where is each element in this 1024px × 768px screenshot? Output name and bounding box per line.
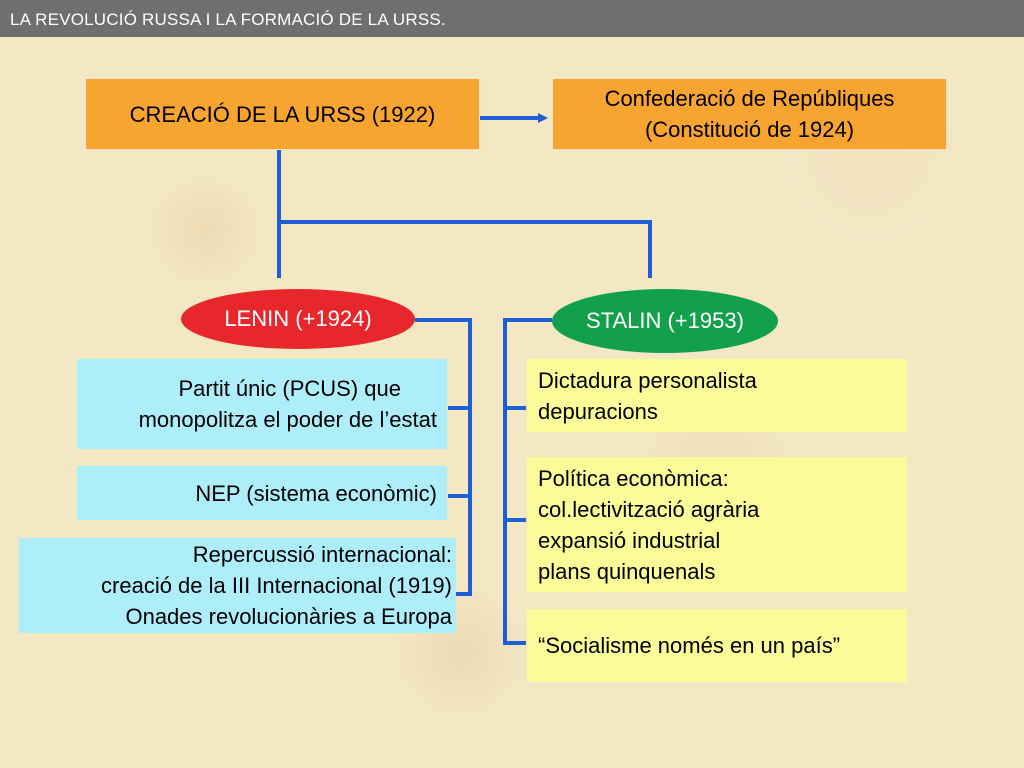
politica-line-1: Política econòmica: [538, 465, 729, 491]
slide-title: LA REVOLUCIÓ RUSSA I LA FORMACIÓ DE LA URSS. [0, 0, 1024, 37]
creacio-urss-box [86, 79, 479, 149]
stalin-item-socialisme [527, 609, 907, 682]
socialisme-line-1: “Socialisme només en un país” [538, 633, 841, 658]
stalin-item-politica [527, 457, 907, 592]
connector-tree [279, 150, 650, 278]
lenin-item-nep [77, 466, 447, 520]
repercussio-line-2: creació de la III Internacional (1919) [101, 573, 452, 598]
politica-line-3: expansió industrial [538, 527, 721, 553]
dictadura-line-1: Dictadura personalista [538, 367, 757, 393]
confederacio-line-1: Confederació de Repúbliques [604, 86, 895, 111]
nep-line-1: NEP (sistema econòmic) [195, 480, 437, 506]
politica-line-2: col.lectivització agrària [538, 496, 760, 522]
lenin-item-partit [77, 359, 447, 449]
stalin-item-dictadura [527, 359, 907, 432]
stalin-label: STALIN (+1953) [586, 308, 744, 333]
lenin-label: LENIN (+1924) [224, 306, 372, 331]
stalin-oval [552, 289, 778, 353]
dictadura-line-2: depuracions [538, 398, 658, 424]
repercussio-line-3: Onades revolucionàries a Europa [125, 604, 452, 629]
lenin-oval [181, 289, 415, 349]
lenin-item-repercussio [19, 538, 456, 633]
politica-line-4: plans quinquenals [538, 558, 716, 584]
confederacio-box [553, 79, 946, 149]
repercussio-line-1: Repercussió internacional: [192, 542, 452, 567]
creacio-urss-text: CREACIÓ DE LA URSS (1922) [129, 101, 436, 127]
partit-line-2: monopolitza el poder de l’estat [138, 407, 437, 432]
confederacio-line-2: (Constitució de 1924) [644, 117, 855, 142]
partit-line-1: Partit únic (PCUS) que [178, 376, 401, 401]
